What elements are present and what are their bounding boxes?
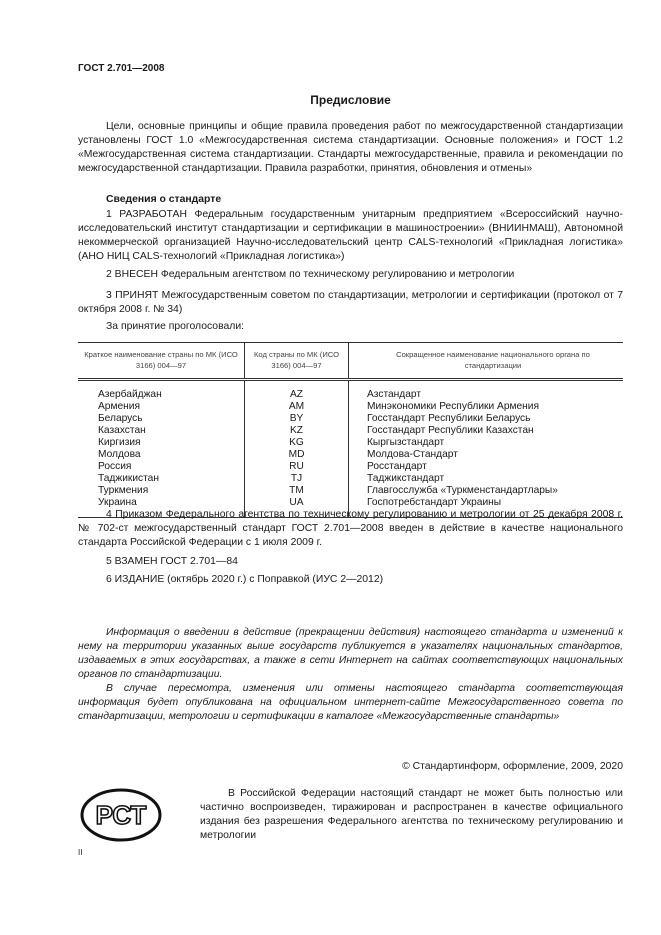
body-cell: Азстандарт xyxy=(367,389,422,400)
svg-text:РСТ: РСТ xyxy=(95,800,147,830)
table-row xyxy=(78,485,623,497)
header-body: Сокращенное наименование национального органа по стандартизации xyxy=(349,343,624,380)
item-2: 2 ВНЕСЕН Федеральным агентством по техническому регулированию и метрологии xyxy=(106,269,515,280)
table-row xyxy=(78,413,623,425)
italic-info-2: В случае пересмотра, изменения или отмены настоящего стандарта соответствующая информация будет опубликована на официальном интернет-сайте Межгосударственного совета по стандартизации, метрологии и сертификации в каталоге «Межгосударственные стандарты» xyxy=(78,683,623,722)
body-cell: Госпотребстандарт Украины xyxy=(367,497,502,508)
rst-logo-icon xyxy=(80,788,162,847)
body-cell: Росстандарт xyxy=(367,461,427,472)
country-cell: Киргизия xyxy=(78,437,245,449)
countries-table xyxy=(78,342,623,518)
code-cell: TJ xyxy=(245,473,349,485)
table-row xyxy=(78,401,623,413)
copyright-notice: В Российской Федерации настоящий стандарт не может быть полностью или частично воспроизведен, тиражирован и распространен в качестве официального издания без разрешения Федерального агентства по техническому регулированию и метрологии xyxy=(200,788,623,841)
table-row xyxy=(78,461,623,473)
code-cell: TM xyxy=(245,485,349,497)
body-cell: Госстандарт Республики Беларусь xyxy=(367,413,531,424)
item-3: 3 ПРИНЯТ Межгосударственным советом по стандартизации, метрологии и сертификации (протокол от 7 октября 2008 г. № 34) xyxy=(78,290,623,315)
country-cell: Молдова xyxy=(78,449,245,461)
country-cell: Таджикистан xyxy=(78,473,245,485)
country-cell: Беларусь xyxy=(78,413,245,425)
table-row xyxy=(78,380,623,402)
body-cell: Таджикстандарт xyxy=(367,473,445,484)
country-cell: Россия xyxy=(78,461,245,473)
country-cell: Туркмения xyxy=(78,485,245,497)
intro-paragraph: Цели, основные принципы и общие правила проведения работ по межгосударственной стандартизации установлены ГОСТ 1.0 «Межгосударственная система стандартизации. Основные положения» и ГОСТ 1.2 «Межгосударственная система стандартизации. Стандарты межгосударственные, правила и рекомендации по межгосударственной стандартизации. Правила разработки, принятия, обновления и отмены» xyxy=(78,121,623,174)
item-6: 6 ИЗДАНИЕ (октябрь 2020 г.) с Поправкой (ИУС 2—2012) xyxy=(106,574,384,585)
item-5: 5 ВЗАМЕН ГОСТ 2.701—84 xyxy=(106,556,238,567)
body-cell: Кыргызстандарт xyxy=(367,437,445,448)
italic-info-1: Информация о введении в действие (прекращении действия) настоящего стандарта и изменений к нему на территории указанных выше государств публикуется в указателях национальных стандартов, издаваемых в этих государствах, а также в сети Интернет на сайтах соответствующих национальных органов по стандартизации. xyxy=(78,627,623,680)
item-4: 4 Приказом Федерального агентства по техническому регулированию и метрологии от 25 декабря 2008 г. № 702-ст межгосударственный стандарт ГОСТ 2.701—2008 введен в действие в качестве национального стандарта Российской Федерации с 1 июля 2009 г. xyxy=(78,509,623,548)
code-cell: AZ xyxy=(245,380,349,402)
country-cell: Азербайджан xyxy=(78,380,245,402)
code-cell: AM xyxy=(245,401,349,413)
country-cell: Казахстан xyxy=(78,425,245,437)
voted-label: За принятие проголосовали: xyxy=(106,321,245,332)
code-cell: UA xyxy=(245,497,349,518)
country-cell: Украина xyxy=(78,497,245,518)
table-row xyxy=(78,473,623,485)
code-cell: BY xyxy=(245,413,349,425)
page-title: Предисловие xyxy=(310,93,391,107)
item-1: 1 РАЗРАБОТАН Федеральным государственным унитарным предприятием «Всероссийский научно-исследовательский институт стандартизации и сертификации в машиностроении» (ВНИИНМАШ), Автономной некоммерческой организацией Научно-исследовательский центр CALS-технологий «Прикладная логистика» (АНО НИЦ CALS-технологий «Прикладная логистика») xyxy=(78,209,623,262)
body-cell: Госстандарт Республики Казахстан xyxy=(367,425,534,436)
header-country: Краткое наименование страны по МК (ИСО 3166) 004—97 xyxy=(78,343,245,380)
code-cell: KZ xyxy=(245,425,349,437)
body-cell: Молдова-Стандарт xyxy=(367,449,458,460)
info-heading: Сведения о стандарте xyxy=(106,194,222,205)
table-row xyxy=(78,437,623,449)
body-cell: Главгосслужба «Туркменстандартлары» xyxy=(367,485,558,496)
table-header-row xyxy=(78,343,623,380)
page-number: II xyxy=(78,848,83,857)
header-code: Код страны по МК (ИСО 3166) 004—97 xyxy=(245,343,349,380)
table-row xyxy=(78,425,623,437)
code-cell: KG xyxy=(245,437,349,449)
body-cell: Минэкономики Республики Армения xyxy=(367,401,539,412)
table-row xyxy=(78,449,623,461)
country-cell: Армения xyxy=(78,401,245,413)
document-header: ГОСТ 2.701—2008 xyxy=(78,63,165,74)
code-cell: RU xyxy=(245,461,349,473)
code-cell: MD xyxy=(245,449,349,461)
copyright: © Стандартинформ, оформление, 2009, 2020 xyxy=(402,761,623,772)
